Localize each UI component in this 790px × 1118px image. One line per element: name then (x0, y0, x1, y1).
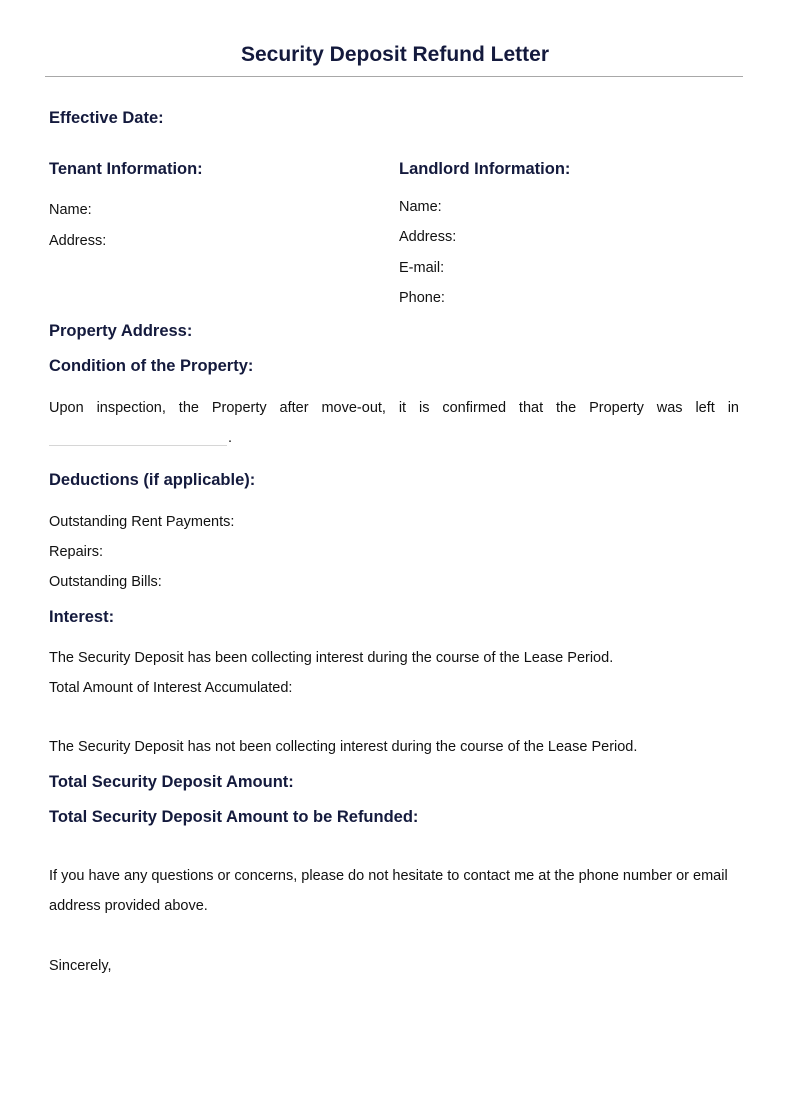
signoff: Sincerely, (49, 958, 112, 974)
interest-collecting-text: The Security Deposit has been collecting interest during the course of the Lease Period. (49, 650, 614, 666)
deduction-bills-label: Outstanding Bills: (49, 574, 162, 590)
tenant-heading: Tenant Information: (49, 160, 203, 178)
document-title: Security Deposit Refund Letter (240, 43, 550, 66)
condition-heading: Condition of the Property: (49, 357, 254, 375)
effective-date-label: Effective Date: (49, 109, 164, 127)
interest-not-collecting-text: The Security Deposit has not been collecting interest during the course of the Lease Period. (49, 739, 638, 755)
closing-line-2: address provided above. (49, 898, 208, 914)
property-address-label: Property Address: (49, 322, 193, 340)
landlord-name-label: Name: (399, 199, 442, 215)
interest-total-label: Total Amount of Interest Accumulated: (49, 680, 293, 696)
tenant-name-label: Name: (49, 202, 92, 218)
interest-heading: Interest: (49, 608, 115, 626)
deduction-rent-label: Outstanding Rent Payments: (49, 514, 235, 530)
landlord-email-label: E-mail: (399, 260, 445, 276)
condition-blank-field (49, 445, 227, 446)
condition-text: Upon inspection, the Property after move-out, it is confirmed that the Property was left in (49, 400, 739, 416)
deduction-repairs-label: Repairs: (49, 544, 103, 560)
condition-end-punctuation: . (228, 430, 233, 446)
tenant-address-label: Address: (49, 233, 107, 249)
total-deposit-label: Total Security Deposit Amount: (49, 773, 294, 791)
landlord-heading: Landlord Information: (399, 160, 571, 178)
title-divider (45, 76, 743, 77)
closing-line-1: If you have any questions or concerns, please do not hesitate to contact me at the phone number or email (49, 868, 728, 884)
deductions-heading: Deductions (if applicable): (49, 471, 256, 489)
landlord-phone-label: Phone: (399, 290, 445, 306)
refund-amount-label: Total Security Deposit Amount to be Refunded: (49, 808, 419, 826)
landlord-address-label: Address: (399, 229, 457, 245)
